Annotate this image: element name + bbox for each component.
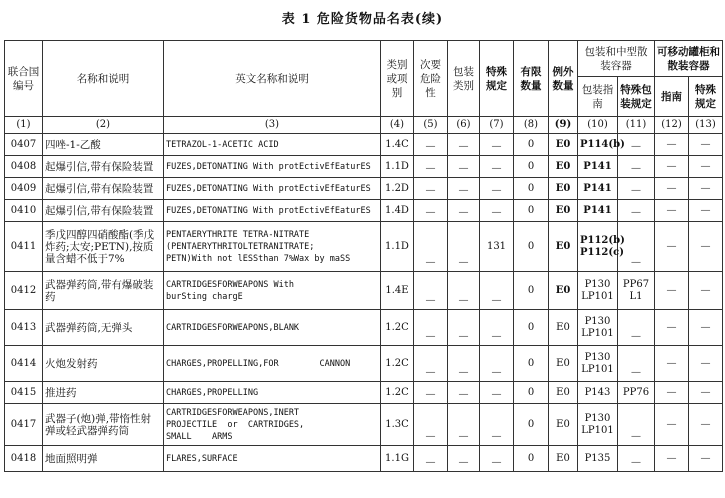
- special-provision-cell: —: [480, 346, 514, 382]
- pkg-group-cell: —: [448, 382, 480, 404]
- english-name-cell: PENTAERYTHRITE TETRA-NITRATE (PENTAERYTHRITOLTETRANITRATE; PETN)With not lESSthan 7%Wax by maSS: [164, 222, 381, 272]
- class-cell: 1.2D: [381, 178, 414, 200]
- name-cell: 起爆引信,带有保险装置: [43, 156, 164, 178]
- name-cell: 四唑-1-乙酸: [43, 134, 164, 156]
- excepted-qty-cell: E0: [549, 200, 578, 222]
- limited-qty-cell: 0: [514, 200, 549, 222]
- tank-instruction-cell: —: [655, 134, 689, 156]
- un-number-cell: 0418: [5, 446, 43, 472]
- special-pkg-cell: —: [618, 446, 655, 472]
- tank-special-cell: —: [689, 272, 723, 310]
- pkg-group-cell: —: [448, 346, 480, 382]
- table-row: [5, 134, 723, 156]
- tank-special-cell: —: [689, 200, 723, 222]
- special-pkg-cell: —: [618, 156, 655, 178]
- pkg-group-cell: —: [448, 404, 480, 446]
- tank-special-cell: —: [689, 346, 723, 382]
- english-name-cell: CARTRIDGESFORWEAPONS With burSting chargE: [164, 272, 381, 310]
- limited-qty-cell: 0: [514, 310, 549, 346]
- tank-special-cell: —: [689, 382, 723, 404]
- col-number: (12): [655, 117, 689, 134]
- table-row: [5, 200, 723, 222]
- un-number-cell: 0407: [5, 134, 43, 156]
- pkg-group-cell: —: [448, 446, 480, 472]
- sub-risk-cell: —: [414, 178, 448, 200]
- excepted-qty-cell: E0: [549, 382, 578, 404]
- sub-risk-cell: —: [414, 222, 448, 272]
- excepted-qty-cell: E0: [549, 272, 578, 310]
- special-pkg-cell: —: [618, 200, 655, 222]
- pkg-group-cell: —: [448, 310, 480, 346]
- limited-qty-cell: 0: [514, 382, 549, 404]
- pkg-group-cell: —: [448, 134, 480, 156]
- sub-risk-cell: —: [414, 134, 448, 156]
- limited-qty-cell: 0: [514, 156, 549, 178]
- limited-qty-cell: 0: [514, 222, 549, 272]
- col-number: (5): [414, 117, 448, 134]
- tank-special-cell: —: [689, 446, 723, 472]
- special-provision-cell: —: [480, 178, 514, 200]
- pkg-instruction-cell: P130 LP101: [578, 310, 618, 346]
- sub-risk-cell: —: [414, 382, 448, 404]
- un-number-cell: 0409: [5, 178, 43, 200]
- name-cell: 地面照明弹: [43, 446, 164, 472]
- class-cell: 1.1D: [381, 156, 414, 178]
- limited-qty-cell: 0: [514, 404, 549, 446]
- table-row: [5, 446, 723, 472]
- col-number: (7): [480, 117, 514, 134]
- col-number: (13): [689, 117, 723, 134]
- special-pkg-cell: —: [618, 178, 655, 200]
- header-excepted: 例外数量: [549, 41, 578, 117]
- special-provision-cell: —: [480, 446, 514, 472]
- sub-risk-cell: —: [414, 272, 448, 310]
- pkg-group-cell: —: [448, 222, 480, 272]
- special-provision-cell: —: [480, 310, 514, 346]
- name-cell: 火炮发射药: [43, 346, 164, 382]
- tank-instruction-cell: —: [655, 404, 689, 446]
- special-provision-cell: 131: [480, 222, 514, 272]
- pkg-instruction-cell: P130 LP101: [578, 404, 618, 446]
- un-number-cell: 0408: [5, 156, 43, 178]
- header-english: 英文名称和说明: [164, 41, 381, 117]
- class-cell: 1.2C: [381, 346, 414, 382]
- col-number: (10): [578, 117, 618, 134]
- tank-special-cell: —: [689, 134, 723, 156]
- header-special-pkg: 特殊包装规定: [618, 77, 655, 117]
- special-pkg-cell: —: [618, 222, 655, 272]
- table-row: [5, 346, 723, 382]
- sub-risk-cell: —: [414, 156, 448, 178]
- class-cell: 1.4C: [381, 134, 414, 156]
- col-number: (4): [381, 117, 414, 134]
- header-tank-special: 特殊规定: [689, 77, 723, 117]
- header-un-no: 联合国编号: [5, 41, 43, 117]
- pkg-instruction-cell: P130 LP101: [578, 346, 618, 382]
- limited-qty-cell: 0: [514, 346, 549, 382]
- un-number-cell: 0415: [5, 382, 43, 404]
- tank-special-cell: —: [689, 222, 723, 272]
- class-cell: 1.3C: [381, 404, 414, 446]
- pkg-instruction-cell: P114(b): [578, 134, 618, 156]
- header-tank-group: 可移动罐柜和散装容器: [655, 41, 723, 77]
- class-cell: 1.2C: [381, 310, 414, 346]
- special-provision-cell: —: [480, 404, 514, 446]
- tank-instruction-cell: —: [655, 272, 689, 310]
- excepted-qty-cell: E0: [549, 222, 578, 272]
- special-pkg-cell: —: [618, 134, 655, 156]
- english-name-cell: FUZES,DETONATING With protEctivEfEaturES: [164, 200, 381, 222]
- class-cell: 1.2C: [381, 382, 414, 404]
- pkg-group-cell: —: [448, 272, 480, 310]
- table-row: [5, 404, 723, 446]
- english-name-cell: CHARGES,PROPELLING,FOR CANNON: [164, 346, 381, 382]
- sub-risk-cell: —: [414, 310, 448, 346]
- header-tank-instr: 指南: [655, 77, 689, 117]
- class-cell: 1.4D: [381, 200, 414, 222]
- un-number-cell: 0413: [5, 310, 43, 346]
- header-limited: 有限数量: [514, 41, 549, 117]
- tank-instruction-cell: —: [655, 156, 689, 178]
- pkg-instruction-cell: P112(b) P112(c): [578, 222, 618, 272]
- header-class: 类别或项别: [381, 41, 414, 117]
- header-sub-risk: 次要危险性: [414, 41, 448, 117]
- sub-risk-cell: —: [414, 200, 448, 222]
- col-number: (11): [618, 117, 655, 134]
- col-number: (3): [164, 117, 381, 134]
- table-row: [5, 156, 723, 178]
- name-cell: 起爆引信,带有保险装置: [43, 178, 164, 200]
- tank-special-cell: —: [689, 178, 723, 200]
- english-name-cell: TETRAZOL-1-ACETIC ACID: [164, 134, 381, 156]
- excepted-qty-cell: E0: [549, 156, 578, 178]
- column-number-row: [5, 117, 723, 134]
- header-special: 特殊规定: [480, 41, 514, 117]
- special-pkg-cell: —: [618, 404, 655, 446]
- name-cell: 季戊四醇四硝酸酯(季戊炸药;太安;PETN),按质量含蜡不低于7%: [43, 222, 164, 272]
- un-number-cell: 0411: [5, 222, 43, 272]
- special-provision-cell: —: [480, 382, 514, 404]
- dangerous-goods-table: [4, 40, 723, 472]
- pkg-instruction-cell: P130 LP101: [578, 272, 618, 310]
- special-provision-cell: —: [480, 272, 514, 310]
- excepted-qty-cell: E0: [549, 310, 578, 346]
- header-name: 名称和说明: [43, 41, 164, 117]
- un-number-cell: 0417: [5, 404, 43, 446]
- special-provision-cell: —: [480, 134, 514, 156]
- pkg-group-cell: —: [448, 200, 480, 222]
- special-provision-cell: —: [480, 200, 514, 222]
- english-name-cell: CARTRIDGESFORWEAPONS,BLANK: [164, 310, 381, 346]
- header-pkg-instr: 包装指南: [578, 77, 618, 117]
- special-pkg-cell: PP67 L1: [618, 272, 655, 310]
- pkg-instruction-cell: P141: [578, 200, 618, 222]
- english-name-cell: FUZES,DETONATING With protEctivEfEaturES: [164, 156, 381, 178]
- un-number-cell: 0414: [5, 346, 43, 382]
- tank-instruction-cell: —: [655, 382, 689, 404]
- pkg-instruction-cell: P143: [578, 382, 618, 404]
- tank-special-cell: —: [689, 404, 723, 446]
- excepted-qty-cell: E0: [549, 178, 578, 200]
- name-cell: 武器子(炮)弹,带惰性射弹或轻武器弹药筒: [43, 404, 164, 446]
- name-cell: 武器弹药筒,带有爆破装药: [43, 272, 164, 310]
- class-cell: 1.4E: [381, 272, 414, 310]
- special-pkg-cell: PP76: [618, 382, 655, 404]
- english-name-cell: FUZES,DETONATING With protEctivEfEaturES: [164, 178, 381, 200]
- name-cell: 武器弹药筒,无弹头: [43, 310, 164, 346]
- table-row: [5, 310, 723, 346]
- table-row: [5, 272, 723, 310]
- class-cell: 1.1D: [381, 222, 414, 272]
- name-cell: 推进药: [43, 382, 164, 404]
- pkg-group-cell: —: [448, 178, 480, 200]
- tank-instruction-cell: —: [655, 200, 689, 222]
- english-name-cell: FLARES,SURFACE: [164, 446, 381, 472]
- limited-qty-cell: 0: [514, 272, 549, 310]
- special-provision-cell: —: [480, 156, 514, 178]
- english-name-cell: CARTRIDGESFORWEAPONS,INERT PROJECTILE or CARTRIDGES, SMALL ARMS: [164, 404, 381, 446]
- special-pkg-cell: —: [618, 346, 655, 382]
- tank-instruction-cell: —: [655, 178, 689, 200]
- tank-special-cell: —: [689, 156, 723, 178]
- header-ibc-group: 包装和中型散装容器: [578, 41, 655, 77]
- special-pkg-cell: —: [618, 310, 655, 346]
- excepted-qty-cell: E0: [549, 134, 578, 156]
- limited-qty-cell: 0: [514, 134, 549, 156]
- table-row: [5, 178, 723, 200]
- limited-qty-cell: 0: [514, 178, 549, 200]
- un-number-cell: 0412: [5, 272, 43, 310]
- col-number: (9): [549, 117, 578, 134]
- name-cell: 起爆引信,带有保险装置: [43, 200, 164, 222]
- excepted-qty-cell: E0: [549, 446, 578, 472]
- tank-instruction-cell: —: [655, 446, 689, 472]
- tank-instruction-cell: —: [655, 222, 689, 272]
- table-title: 表 1 危险货物品名表(续): [281, 12, 444, 27]
- table-row: [5, 222, 723, 272]
- table-body: [5, 134, 723, 472]
- sub-risk-cell: —: [414, 446, 448, 472]
- col-number: (8): [514, 117, 549, 134]
- tank-special-cell: —: [689, 310, 723, 346]
- col-number: (2): [43, 117, 164, 134]
- limited-qty-cell: 0: [514, 446, 549, 472]
- class-cell: 1.1G: [381, 446, 414, 472]
- pkg-instruction-cell: P135: [578, 446, 618, 472]
- pkg-instruction-cell: P141: [578, 156, 618, 178]
- un-number-cell: 0410: [5, 200, 43, 222]
- english-name-cell: CHARGES,PROPELLING: [164, 382, 381, 404]
- excepted-qty-cell: E0: [549, 346, 578, 382]
- table-row: [5, 382, 723, 404]
- pkg-group-cell: —: [448, 156, 480, 178]
- col-number: (1): [5, 117, 43, 134]
- col-number: (6): [448, 117, 480, 134]
- header-pkg-group: 包装类别: [448, 41, 480, 117]
- sub-risk-cell: —: [414, 346, 448, 382]
- sub-risk-cell: —: [414, 404, 448, 446]
- excepted-qty-cell: E0: [549, 404, 578, 446]
- tank-instruction-cell: —: [655, 310, 689, 346]
- pkg-instruction-cell: P141: [578, 178, 618, 200]
- tank-instruction-cell: —: [655, 346, 689, 382]
